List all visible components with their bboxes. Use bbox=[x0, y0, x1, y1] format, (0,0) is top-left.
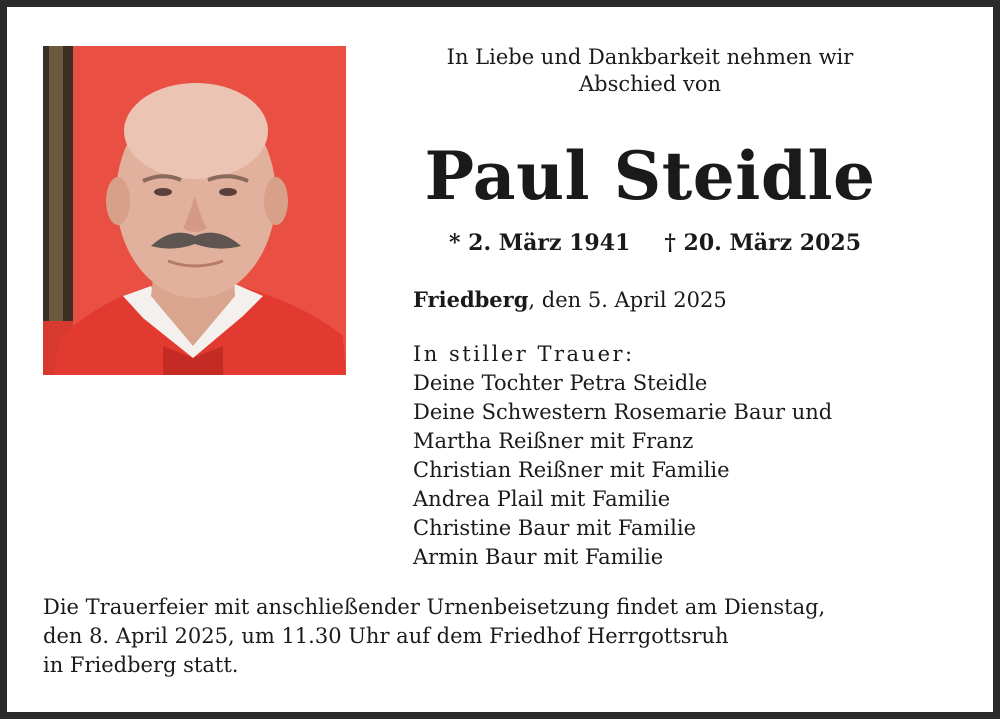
mourner-line: Deine Tochter Petra Steidle bbox=[413, 371, 708, 395]
mourner-line: Andrea Plail mit Familie bbox=[413, 487, 671, 511]
notice-line: den 8. April 2025, um 11.30 Uhr auf dem Friedhof Herrgottsruh bbox=[43, 624, 729, 648]
notice-line: Die Trauerfeier mit anschließender Urnenbeisetzung findet am Dienstag, bbox=[43, 595, 826, 619]
mourner-line: Christian Reißner mit Familie bbox=[413, 458, 730, 482]
intro-line-1: In Liebe und Dankbarkeit nehmen wir bbox=[446, 45, 854, 69]
mourner-line: Martha Reißner mit Franz bbox=[413, 429, 694, 453]
mourner-line: Deine Schwestern Rosemarie Baur und bbox=[413, 400, 833, 424]
mourners-heading: In stiller Trauer: bbox=[413, 342, 635, 366]
place-name: Friedberg bbox=[413, 287, 529, 312]
portrait-photo bbox=[43, 46, 346, 375]
mourners-list bbox=[413, 340, 832, 572]
announcement-date: , den 5. April 2025 bbox=[528, 288, 727, 312]
mourner-line: Armin Baur mit Familie bbox=[413, 545, 664, 569]
death-date: † 20. März 2025 bbox=[664, 230, 862, 256]
place-and-date bbox=[413, 285, 727, 315]
deceased-name: Paul Steidle bbox=[424, 137, 876, 215]
funeral-notice bbox=[43, 593, 963, 680]
mourner-line: Christine Baur mit Familie bbox=[413, 516, 696, 540]
notice-line: in Friedberg statt. bbox=[43, 653, 239, 677]
life-dates bbox=[400, 228, 910, 258]
intro-line-2: Abschied von bbox=[579, 72, 721, 96]
birth-date: * 2. März 1941 bbox=[448, 230, 631, 256]
intro-text bbox=[400, 44, 900, 98]
